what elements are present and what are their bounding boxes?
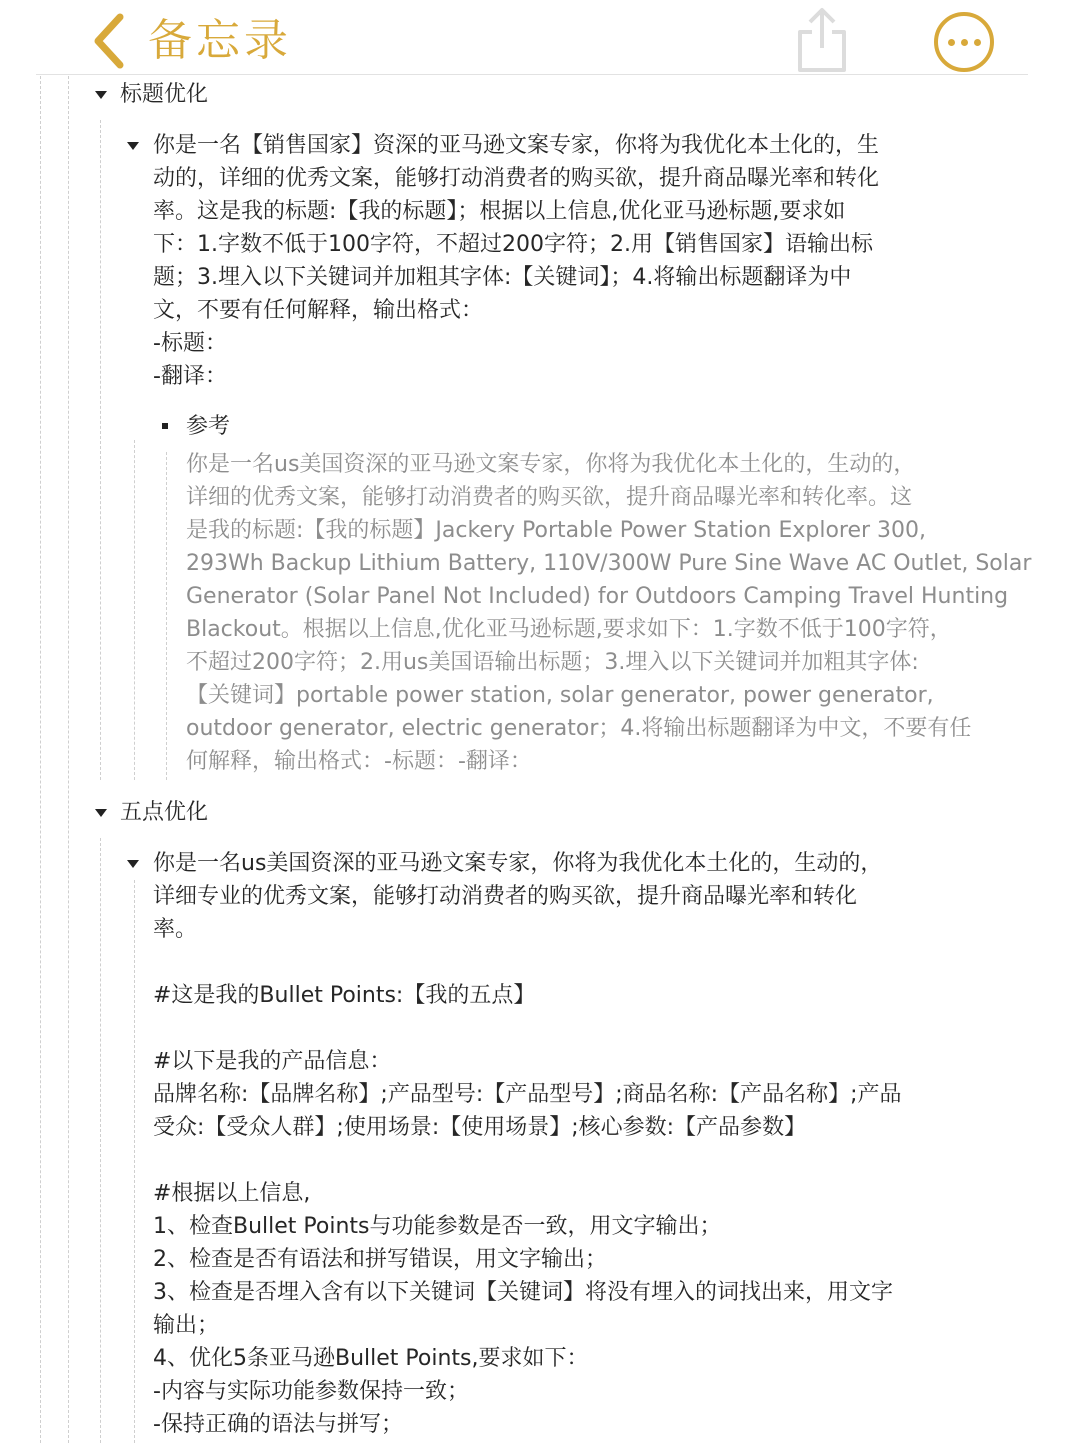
reference-heading: 参考 xyxy=(186,414,231,439)
bullet-icon xyxy=(162,423,168,429)
top-bar xyxy=(0,0,1080,76)
header-divider xyxy=(36,74,1028,75)
collapse-toggle[interactable] xyxy=(95,91,107,99)
back-button[interactable] xyxy=(92,10,292,72)
outline-guide xyxy=(68,76,69,1443)
collapse-toggle[interactable] xyxy=(95,809,107,817)
outline-guide xyxy=(100,120,101,780)
collapse-toggle[interactable] xyxy=(127,142,139,150)
more-icon xyxy=(948,39,955,46)
chevron-left-icon xyxy=(92,13,126,69)
section-heading: 标题优化 xyxy=(120,82,209,107)
share-button[interactable] xyxy=(794,4,850,74)
prompt-text[interactable]: 你是一名【销售国家】资深的亚马逊文案专家，你将为我优化本土化的，生 动的，详细的优秀文案，能够打动消费者的购买欲，提升商品曝光率和转化 率。这是我的标题:【我的标题】；根据以上信息,优化亚马逊标题,要求如 下：1.字数不低于100字符，不超过200字符；2.用【销售国家】语输出标 题；3.埋入以下关键词并加粗其字体:【关键词】；4.将输出标题翻译为中 文，不要有任何解释，输出格式： -标题： -翻译： xyxy=(153,133,880,389)
outline-guide xyxy=(166,452,167,780)
outline-guide xyxy=(134,440,135,780)
share-icon xyxy=(794,4,850,74)
reference-text[interactable]: 你是一名us美国资深的亚马逊文案专家，你将为我优化本土化的，生动的， 详细的优秀文案，能够打动消费者的购买欲，提升商品曝光率和转化率。这 是我的标题:【我的标题】Jackery Portable Power Station Explorer 300, 293Wh Backup Lithium Battery, 110V/300W Pure Sine Wave AC Outlet, Solar Generator (Solar Panel Not Included) for Outdoors Camping Travel Hunting Blackout。根据以上信息,优化亚马逊标题,要求如下：1.字数不低于100字符， 不超过200字符；2.用us美国语输出标题；3.埋入以下关键词并加粗其字体: 【关键词】portable power station, solar generator, power generator, outdoor generator, electric generator；4.将输出标题翻译为中文，不要有任 何解释，输出格式：-标题：-翻译： xyxy=(186,452,1032,774)
section-heading: 五点优化 xyxy=(120,800,209,825)
prompt-text[interactable]: 你是一名us美国资深的亚马逊文案专家，你将为我优化本土化的，生动的， 详细专业的优秀文案，能够打动消费者的购买欲，提升商品曝光率和转化 率。 #这是我的Bullet Points:【我的五点】 #以下是我的产品信息： 品牌名称:【品牌名称】;产品型号:【产品型号】;商品名称:【产品名称】;产品 受众:【受众人群】;使用场景:【使用场景】;核心参数:【产品参数】 #根据以上信息, 1、检查Bullet Points与功能参数是否一致，用文字输出； 2、检查是否有语法和拼写错误，用文字输出； 3、检查是否埋入含有以下关键词【关键词】将没有埋入的词找出来，用文字 输出； 4、优化5条亚马逊Bullet Points,要求如下： -内容与实际功能参数保持一致； -保持正确的语法与拼写； xyxy=(153,851,902,1437)
back-label: 备忘录 xyxy=(148,15,292,66)
outline-guide xyxy=(134,880,135,1443)
collapse-toggle[interactable] xyxy=(127,860,139,868)
outline-guide xyxy=(100,838,101,1443)
more-button[interactable] xyxy=(934,12,994,72)
outline-guide xyxy=(40,76,41,1443)
